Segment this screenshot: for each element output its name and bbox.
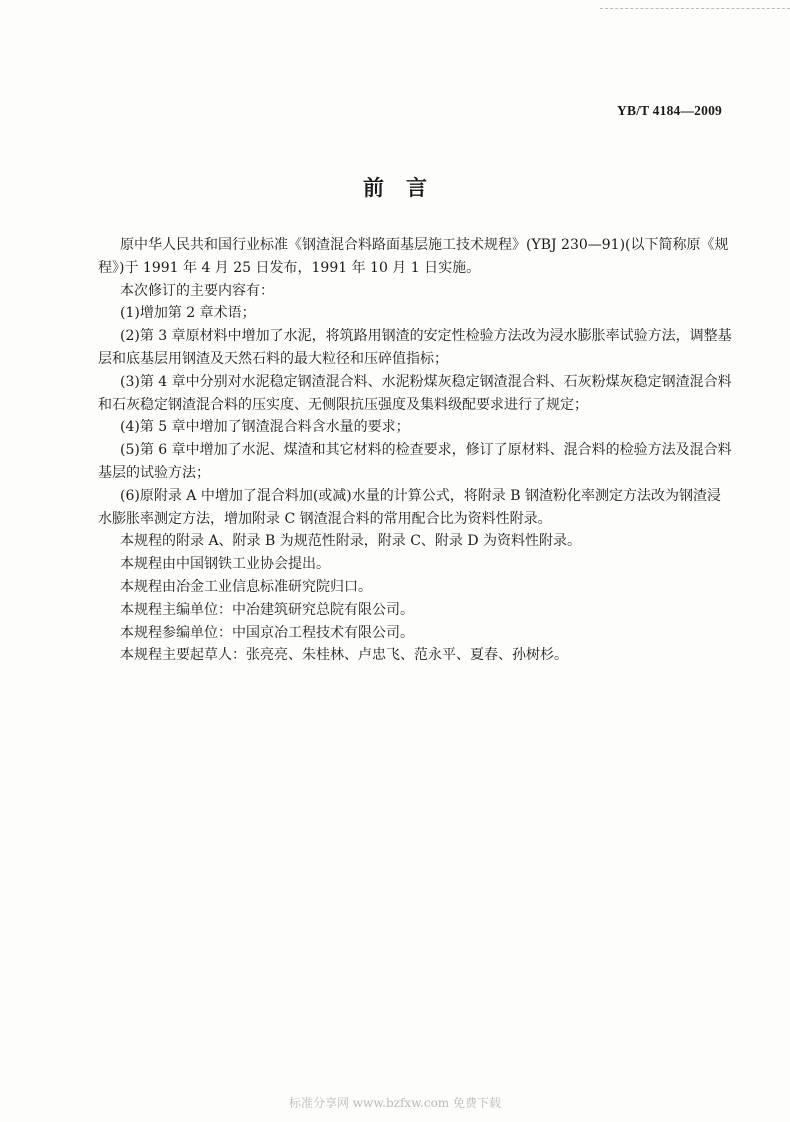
text-line: (6)原附录 A 中增加了混合料加(或减)水量的计算公式，将附录 B 钢渣粉化率测定方法改为钢渣浸 — [120, 487, 721, 504]
text-line: 本规程由冶金工业信息标准研究院归口。 — [120, 578, 372, 595]
text-line: (5)第 6 章中增加了水泥、煤渣和其它材料的检查要求，修订了原材料、混合料的检验方法及混合料 — [120, 442, 732, 459]
standard-number: YB/T 4184—2009 — [617, 103, 722, 118]
text-line: (1)增加第 2 章术语； — [120, 305, 256, 322]
text-line: (2)第 3 章原材料中增加了水泥，将筑路用钢渣的安定性检验方法改为浸水膨胀率试验方法，调整基 — [120, 328, 732, 345]
text-line: (3)第 4 章中分别对水泥稳定钢渣混合料、水泥粉煤灰稳定钢渣混合料、石灰粉煤灰稳定钢渣混合料 — [120, 373, 732, 390]
text-line: 程》)于 1991 年 4 月 25 日发布，1991 年 10 月 1 日实施。 — [98, 259, 481, 276]
text-line: 本次修订的主要内容有： — [120, 282, 274, 299]
text-line: 水膨胀率测定方法，增加附录 C 钢渣混合料的常用配合比为资料性附录。 — [98, 510, 552, 527]
preface-body — [98, 234, 732, 667]
text-line: 和石灰稳定钢渣混合料的压实度、无侧限抗压强度及集料级配要求进行了规定； — [98, 396, 588, 413]
page-title: 前言 — [363, 175, 449, 200]
text-line: 层和底基层用钢渣及天然石料的最大粒径和压碎值指标； — [98, 350, 448, 367]
watermark-footer: 标准分享网 www.bzfxw.com 免费下载 — [288, 1096, 502, 1110]
text-line: 本规程由中国钢铁工业协会提出。 — [120, 556, 330, 573]
text-line: 本规程参编单位：中国京冶工程技术有限公司。 — [120, 624, 414, 641]
text-line: 基层的试验方法； — [98, 464, 210, 481]
text-line: 原中华人民共和国行业标准《钢渣混合料路面基层施工技术规程》(YBJ 230—91)(以下简称原《规 — [120, 237, 729, 253]
scan-edge-line — [600, 8, 790, 9]
text-line: 本规程的附录 A、附录 B 为规范性附录，附录 C、附录 D 为资料性附录。 — [120, 533, 582, 550]
text-line: (4)第 5 章中增加了钢渣混合料含水量的要求； — [120, 419, 410, 436]
text-line: 本规程主要起草人：张亮亮、朱桂林、卢忠飞、范永平、夏春、孙树杉。 — [120, 647, 568, 664]
text-line: 本规程主编单位：中冶建筑研究总院有限公司。 — [120, 601, 414, 618]
